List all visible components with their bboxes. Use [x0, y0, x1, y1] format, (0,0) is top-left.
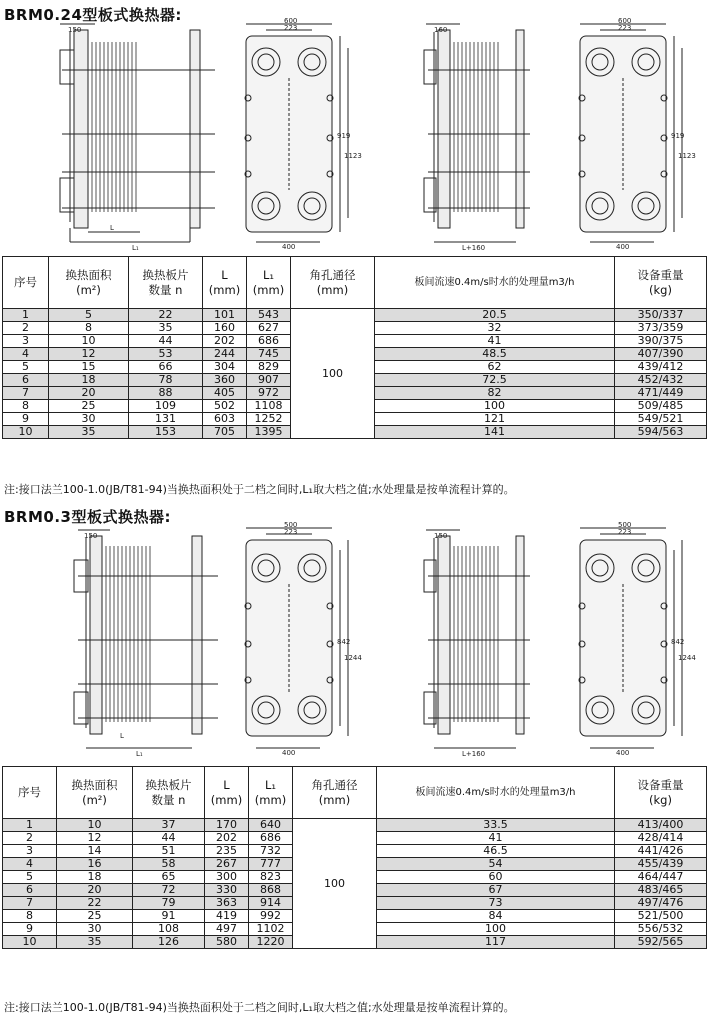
dim-label: 842 [337, 638, 351, 646]
table-row: 3 10 44 202 686 41 390/375 [3, 335, 707, 348]
side-view-drawing-right [420, 526, 540, 758]
dim-label: 1244 [344, 654, 362, 662]
table-row: 2 8 35 160 627 32 373/359 [3, 322, 707, 335]
front-view-drawing-left [236, 17, 362, 251]
header-L: L (mm) [203, 257, 247, 309]
header-area: 换热面积 (m²) [49, 257, 129, 309]
dim-label: L [110, 224, 114, 232]
table-row: 3 14 51 235 732 46.5 441/426 [3, 845, 707, 858]
dim-label: L₁ [132, 244, 139, 252]
dim-label: 160 [434, 26, 448, 34]
dim-label: 150 [84, 532, 98, 540]
side-view-drawing-left [40, 22, 230, 252]
table-row: 1 5 22 101 543 100 20.5 350/337 [3, 309, 707, 322]
table-row: 5 18 65 300 823 60 464/447 [3, 871, 707, 884]
header-flow: 板间流速0.4m/s时水的处理量m3/h [377, 767, 615, 819]
dim-label: L+160 [462, 750, 486, 758]
header-port: 角孔通径 (mm) [291, 257, 375, 309]
table-row: 8 25 109 502 1108 100 509/485 [3, 400, 707, 413]
section-title: BRM0.24型板式换热器: [4, 6, 182, 24]
header-L1: L₁ (mm) [247, 257, 291, 309]
table-row: 4 12 53 244 745 48.5 407/390 [3, 348, 707, 361]
table-row: 10 35 126 580 1220 117 592/565 [3, 936, 707, 949]
table-row: 7 20 88 405 972 82 471/449 [3, 387, 707, 400]
dim-label: 919 [337, 132, 351, 140]
table-row: 9 30 108 497 1102 100 556/532 [3, 923, 707, 936]
dim-label: L₁ [136, 750, 143, 758]
dim-label: 500 [618, 521, 632, 529]
header-plates: 换热板片 数量 n [133, 767, 205, 819]
table-row: 1 10 37 170 640 100 33.5 413/400 [3, 819, 707, 832]
side-view-drawing-left [60, 526, 230, 758]
dim-label: 400 [616, 749, 630, 757]
table-row: 6 18 78 360 907 72.5 452/432 [3, 374, 707, 387]
dim-label: 400 [616, 243, 630, 251]
section-brm03 [0, 504, 710, 1016]
header-L: L (mm) [205, 767, 249, 819]
section-title: BRM0.3型板式换热器: [4, 508, 171, 526]
header-seq: 序号 [3, 767, 57, 819]
footnote: 注:接口法兰100-1.0(JB/T81-94)当换热面积处于二档之间时,L₁取大档之值;水处理量是按单流程计算的。 [4, 483, 515, 496]
dim-label: 400 [282, 243, 296, 251]
dim-label: 223 [284, 528, 298, 536]
dim-label: 842 [671, 638, 685, 646]
dim-label: L [120, 732, 124, 740]
dim-label: 223 [284, 24, 298, 32]
spec-table [2, 256, 707, 439]
table-row: 6 20 72 330 868 67 483/465 [3, 884, 707, 897]
header-weight: 设备重量 (kg) [615, 257, 707, 309]
footnote: 注:接口法兰100-1.0(JB/T81-94)当换热面积处于二档之间时,L₁取大档之值;水处理量是按单流程计算的。 [4, 1001, 515, 1014]
spec-table [2, 766, 707, 949]
table-row: 5 15 66 304 829 62 439/412 [3, 361, 707, 374]
header-flow: 板间流速0.4m/s时水的处理量m3/h [375, 257, 615, 309]
dim-label: L+160 [462, 244, 486, 252]
dim-label: 1244 [678, 654, 696, 662]
front-view-drawing-left [236, 520, 362, 757]
dim-label: 919 [671, 132, 685, 140]
port-diameter-cell: 100 [293, 819, 377, 949]
dim-label: 1123 [678, 152, 696, 160]
header-seq: 序号 [3, 257, 49, 309]
dim-label: 1123 [344, 152, 362, 160]
port-diameter-cell: 100 [291, 309, 375, 439]
table-row: 2 12 44 202 686 41 428/414 [3, 832, 707, 845]
dim-label: 150 [434, 532, 448, 540]
dim-label: 223 [618, 24, 632, 32]
table-row: 10 35 153 705 1395 141 594/563 [3, 426, 707, 439]
header-L1: L₁ (mm) [249, 767, 293, 819]
header-area: 换热面积 (m²) [57, 767, 133, 819]
front-view-drawing-right [570, 17, 696, 251]
front-view-drawing-right [570, 520, 696, 757]
side-view-drawing-right [420, 22, 540, 252]
table-row: 8 25 91 419 992 84 521/500 [3, 910, 707, 923]
dim-label: 600 [284, 17, 298, 25]
table-row: 7 22 79 363 914 73 497/476 [3, 897, 707, 910]
dim-label: 600 [618, 17, 632, 25]
header-plates: 换热板片 数量 n [129, 257, 203, 309]
header-port: 角孔通径 (mm) [293, 767, 377, 819]
table-row: 4 16 58 267 777 54 455/439 [3, 858, 707, 871]
dim-label: 500 [284, 521, 298, 529]
table-row: 9 30 131 603 1252 121 549/521 [3, 413, 707, 426]
section-brm024 [0, 0, 710, 500]
dim-label: 223 [618, 528, 632, 536]
header-weight: 设备重量 (kg) [615, 767, 707, 819]
dim-label: 400 [282, 749, 296, 757]
dim-label: 150 [68, 26, 82, 34]
